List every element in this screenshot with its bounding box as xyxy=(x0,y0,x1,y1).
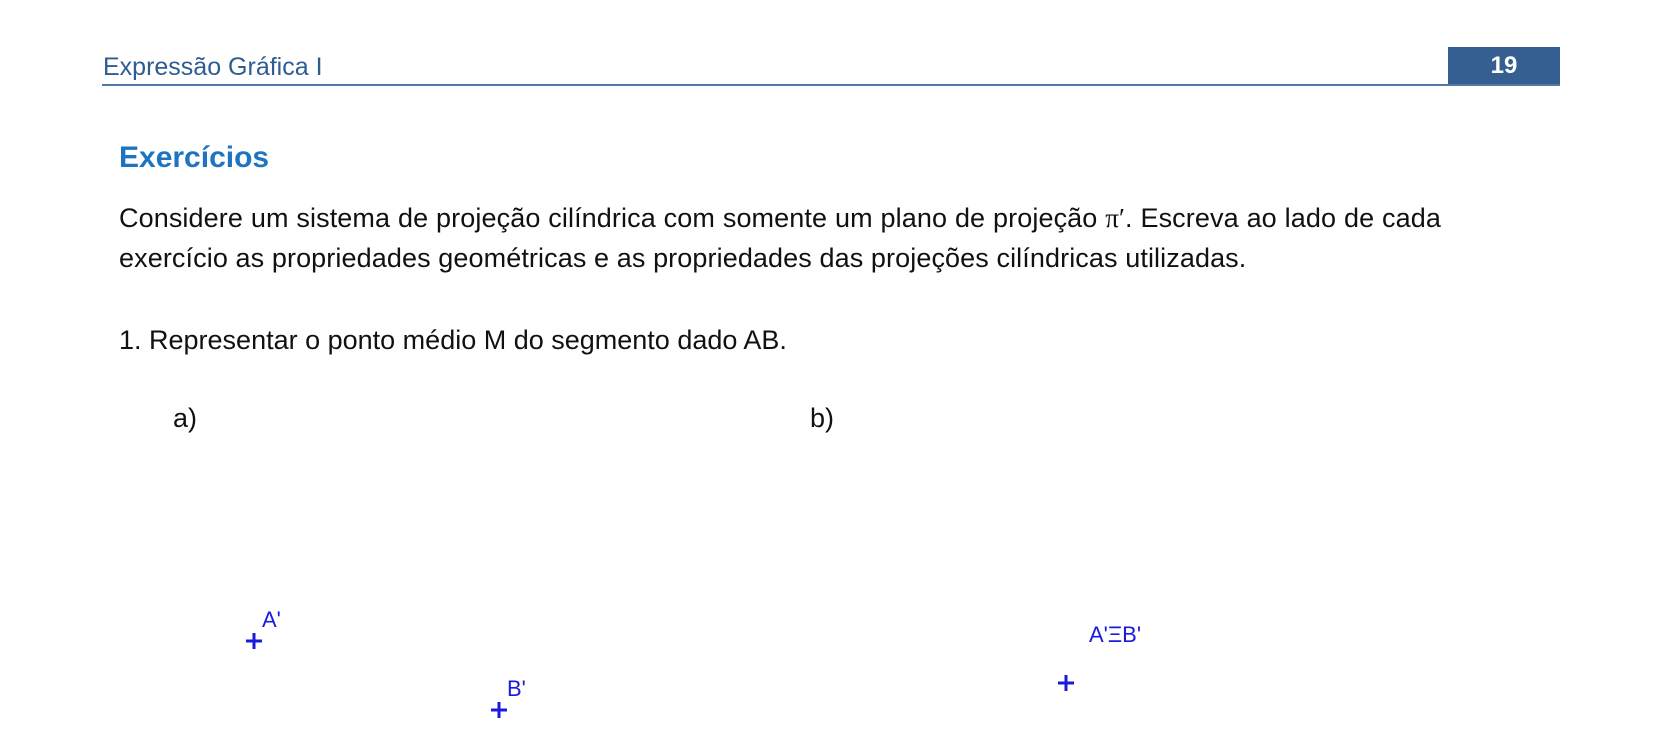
coincident-points-label: A'ΞB' xyxy=(1089,622,1142,647)
point-b-prime-marker xyxy=(491,702,507,718)
running-header-title: Expressão Gráfica I xyxy=(103,53,323,81)
page-number-badge: 19 xyxy=(1448,47,1560,84)
intro-text-before: Considere um sistema de projeção cilíndrica com somente um plano de projeção xyxy=(119,203,1106,233)
exercise-1-statement: 1. Representar o ponto médio M do segmento dado AB. xyxy=(119,325,787,355)
part-a-label: a) xyxy=(173,403,198,433)
point-b-prime-label: B' xyxy=(507,676,526,701)
intro-text-after: . Escreva ao lado de cada exercício as propriedades geométricas e as propriedades das projeções cilíndricas utilizadas. xyxy=(119,203,1441,273)
section-title: Exercícios xyxy=(119,141,270,174)
point-a-prime-marker xyxy=(246,633,262,649)
part-b-figure xyxy=(1058,622,1141,691)
coincident-points-marker xyxy=(1058,675,1074,691)
part-a-figure xyxy=(246,607,526,718)
point-a-prime-label: A' xyxy=(262,607,281,632)
pi-prime-symbol: π′ xyxy=(1105,203,1126,233)
part-b-label: b) xyxy=(810,403,835,433)
